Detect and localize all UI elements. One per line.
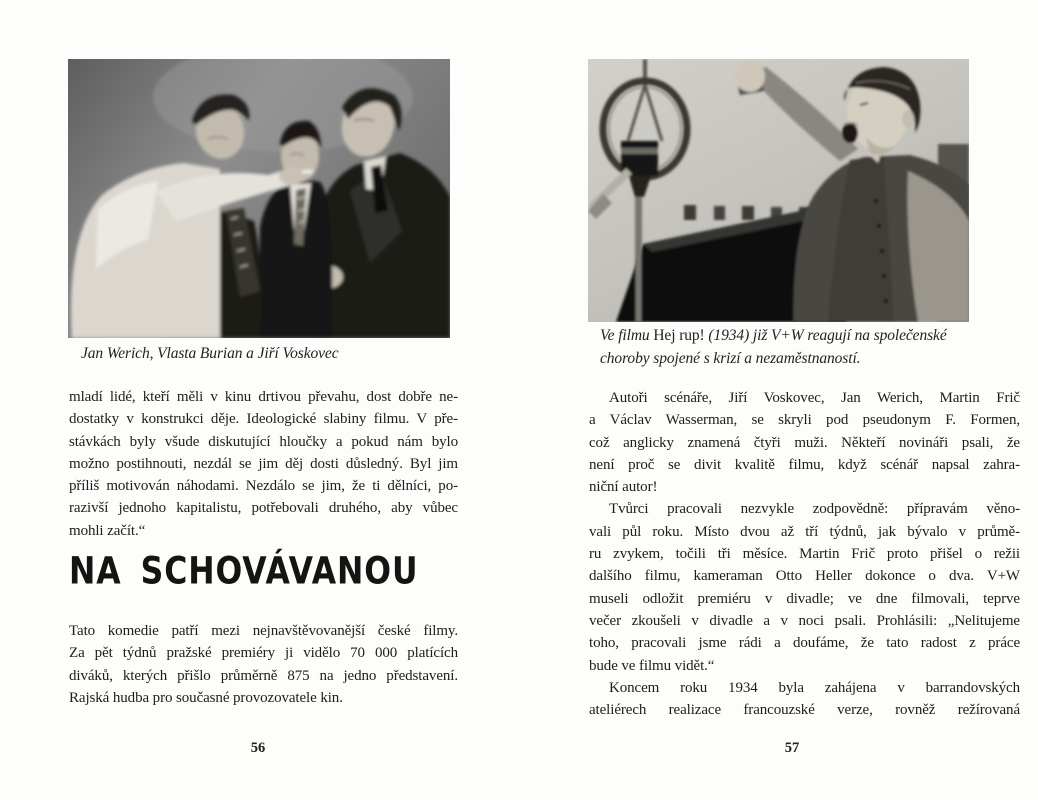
text-line: mladí lidé, kteří měli v kinu drtivou převahu, dost dobře ne- (69, 389, 458, 405)
text-line: razivší jednoho kapitalistu, potřebovali druhého, aby vůbec (69, 500, 458, 517)
caption-line (600, 324, 972, 347)
text-line: vali půl roku. Místo dvou až tří týdnů, jak bývalo v průmě- (589, 523, 1020, 540)
text-line: diváků, kterých přišlo průměrně 875 na jedno představení. (69, 667, 458, 684)
page-number-56: 56 (250, 740, 266, 756)
paragraph-continuation (69, 386, 458, 542)
caption-roman-segment: Hej rup! (653, 327, 709, 344)
caption-line (600, 347, 972, 370)
chapter-heading (69, 552, 457, 598)
text-line: Tvůrci pracovali nezvykle zodpovědně: přípravám věno- (609, 501, 1020, 518)
photo-hej-rup-still (588, 59, 969, 322)
text-line: Koncem roku 1934 byla zahájena v barrandovských (609, 679, 1020, 696)
paragraph (589, 498, 1020, 676)
caption-italic-segment: (1934) již V+W reagují na společenské (708, 327, 947, 344)
page-number-57: 57 (784, 740, 800, 756)
text-line: dostatky v konstrukci děje. Ideologické slabiny filmu. V pře- (69, 411, 458, 428)
text-line: mohli začít.“ (69, 522, 146, 539)
paragraph (589, 677, 1020, 722)
text-line: ru zvykem, točili tři měsíce. Martin Frič proto přišel o režii (589, 546, 1020, 563)
text-line: a Václav Wasserman, se skryli pod pseudonym F. Formen, (589, 412, 1020, 429)
text-line: příliš motivován náhodami. Nezdálo se jim, že ti dělníci, po- (69, 478, 458, 495)
photo-werich-burian-voskovec (68, 59, 450, 338)
caption-italic-segment: Ve filmu (600, 327, 654, 344)
text-line: možno postihnouti, nezdál se jim děj dosti důsledný. Byl jim (69, 455, 458, 472)
text-line: toho, pracovali jsme rádi a doufáme, že tato radost z práce (589, 635, 1020, 652)
text-line: Autoři scénáře, Jiří Voskovec, Jan Werich, Martin Frič (609, 390, 1020, 406)
text-line: ateliérech realizace francouzské verze, rovněž režírovaná (589, 702, 1020, 719)
photo-caption-left: Jan Werich, Vlasta Burian a Jiří Voskovec (81, 345, 339, 362)
text-line: museli odložit premiéru v divadle; ve dne filmovali, teprve (589, 590, 1020, 607)
chapter-heading-text: NA SCHOVÁVANOU (69, 550, 419, 594)
page-57-text (589, 387, 1020, 721)
text-line: což anglicky znamená čtyři muži. Někteří novináři psali, že (589, 434, 1020, 451)
photo-caption-right (600, 324, 972, 370)
photo-left-image (68, 59, 450, 338)
text-line: večer zkoušeli v divadle a v noci psali. Prohlásili: „Nelitujeme (589, 612, 1020, 629)
text-line: niční autor! (589, 479, 658, 496)
text-line: dalšího filmu, kameraman Otto Heller dokonce o dva. V+W (589, 568, 1020, 585)
text-line: Rajská hudba pro současné provozovatele kin. (69, 689, 343, 706)
photo-right-image (588, 59, 969, 322)
text-line: bude ve filmu vidět.“ (589, 657, 715, 674)
text-line: Tato komedie patří mezi nejnavštěvovanější české filmy. (69, 623, 458, 639)
text-line: stávkách byly všude diskutující hloučky a pokud nám bylo (69, 433, 458, 450)
paragraph (589, 387, 1020, 498)
text-line: Za pět týdnů pražské premiéry ji vidělo 70 000 platících (69, 645, 458, 662)
paragraph (69, 620, 458, 709)
caption-italic-segment: choroby spojené s krizí a nezaměstnaností. (600, 350, 861, 367)
text-line: není proč se divit kvalitě filmu, když scénář napsal zahra- (589, 456, 1020, 473)
